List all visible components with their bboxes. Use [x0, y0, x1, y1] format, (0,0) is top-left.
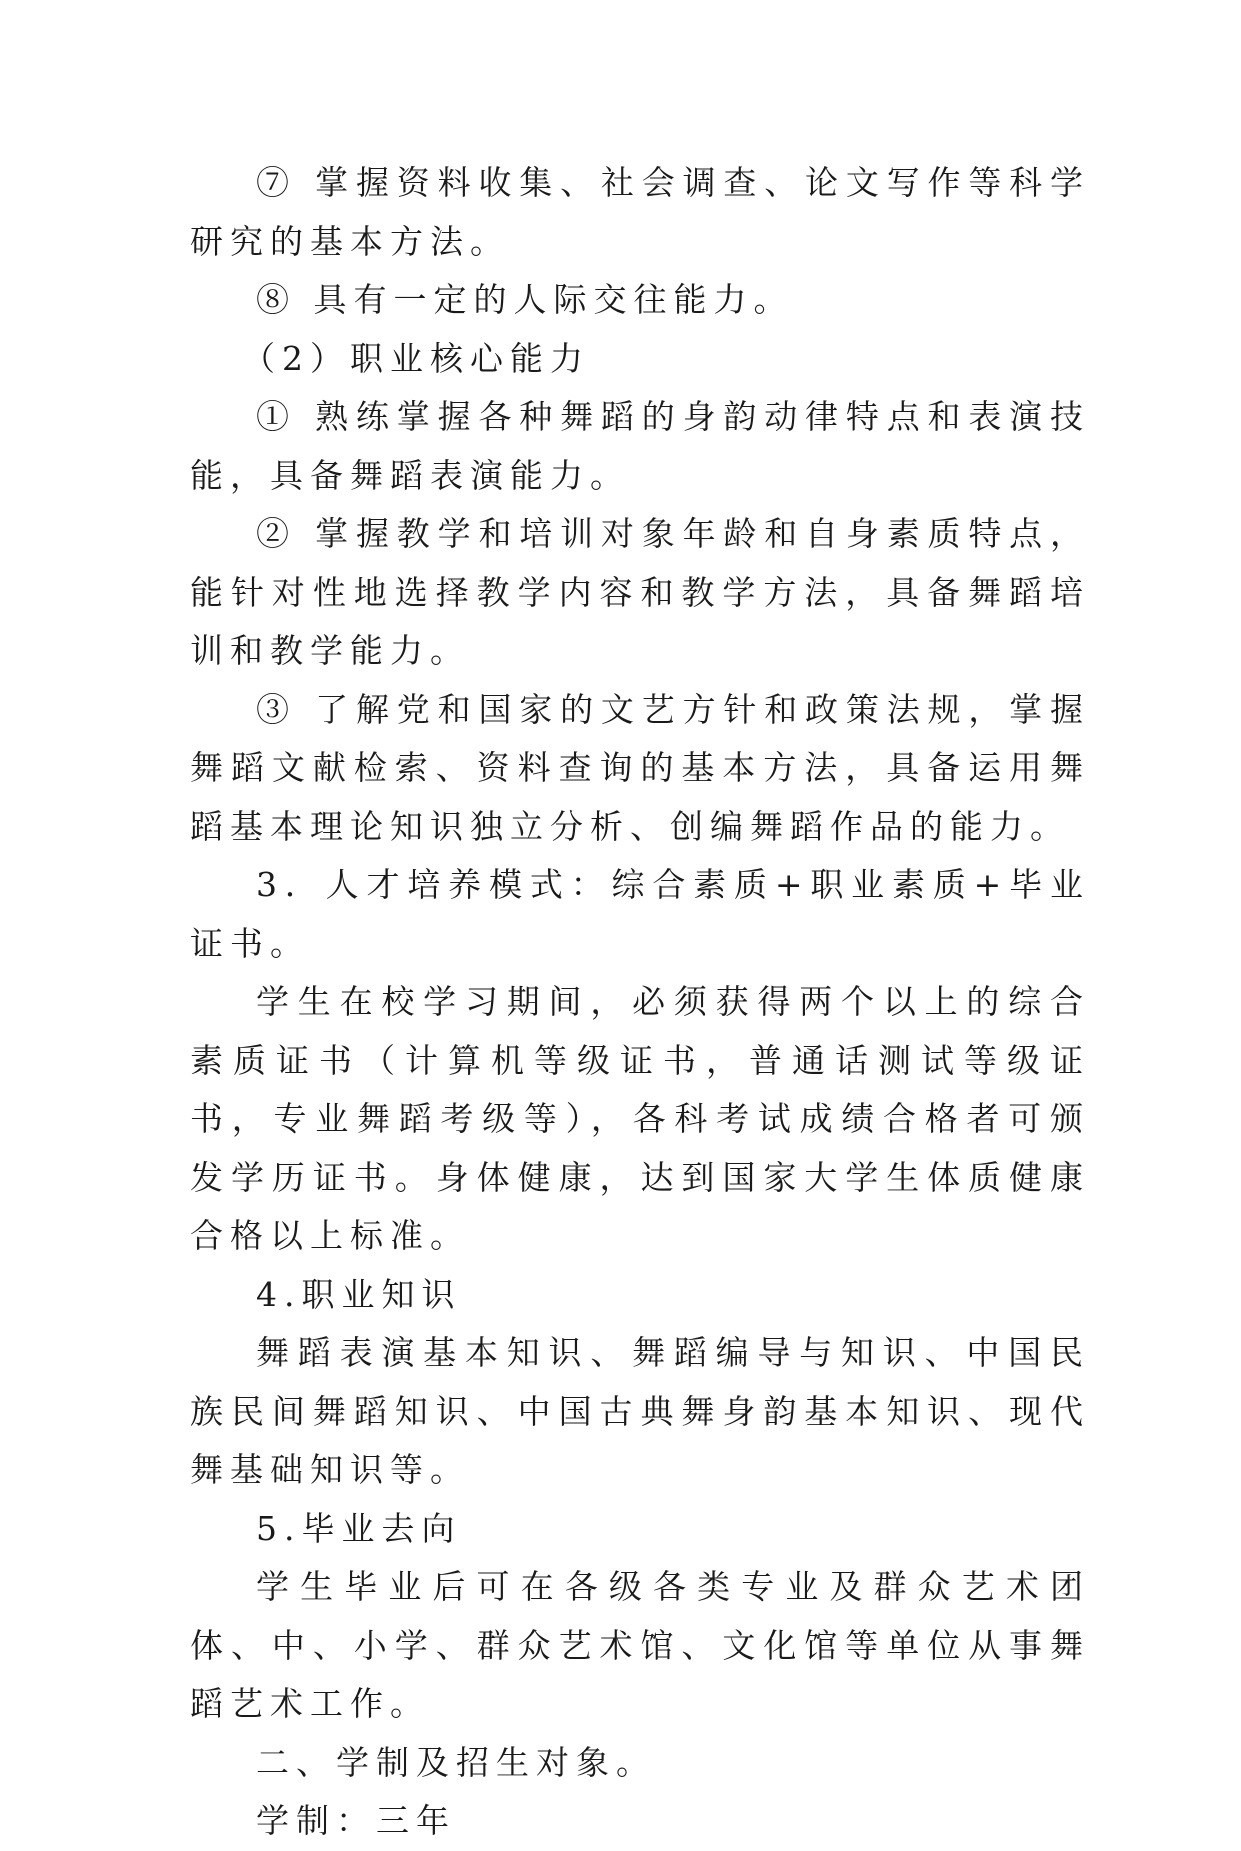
section-heading-schooling: 二、学制及招生对象。 [256, 1742, 656, 1782]
section-heading-training-mode: 3．人才培养模式：综合素质+职业素质+毕业证书。 [190, 865, 1090, 963]
section-heading-destination: 5.毕业去向 [256, 1508, 462, 1548]
paragraph-item-8: ⑧ 具有一定的人际交往能力。 [256, 280, 794, 319]
paragraph-item-2: ② 掌握教学和培训对象年龄和自身素质特点，能针对性地选择教学内容和教学方法，具备舞蹈培训和教学能力。 [190, 514, 1090, 670]
paragraph-item-7: ⑦ 掌握资料收集、社会调查、论文写作等科学研究的基本方法。 [190, 163, 1090, 261]
paragraph-duration: 学制：三年 [256, 1801, 456, 1840]
paragraph-certificates: 学生在校学习期间，必须获得两个以上的综合素质证书（计算机等级证书，普通话测试等级证书，专业舞蹈考级等），各科考试成绩合格者可颁发学历证书。身体健康，达到国家大学生体质健康合格以上标准。 [190, 982, 1090, 1255]
document-body [190, 154, 1090, 1851]
paragraph-item-3: ③ 了解党和国家的文艺方针和政策法规，掌握舞蹈文献检索、资料查询的基本方法，具备运用舞蹈基本理论知识独立分析、创编舞蹈作品的能力。 [190, 689, 1090, 846]
paragraph-item-1: ① 熟练掌握各种舞蹈的身韵动律特点和表演技能，具备舞蹈表演能力。 [190, 397, 1090, 495]
section-heading-knowledge: 4.职业知识 [256, 1274, 462, 1314]
paragraph-destination: 学生毕业后可在各级各类专业及群众艺术团体、中、小学、群众艺术馆、文化馆等单位从事舞蹈艺术工作。 [190, 1567, 1090, 1723]
section-heading-core-ability: （2）职业核心能力 [242, 338, 590, 378]
paragraph-knowledge: 舞蹈表演基本知识、舞蹈编导与知识、中国民族民间舞蹈知识、中国古典舞身韵基本知识、现代舞基础知识等。 [190, 1333, 1090, 1489]
